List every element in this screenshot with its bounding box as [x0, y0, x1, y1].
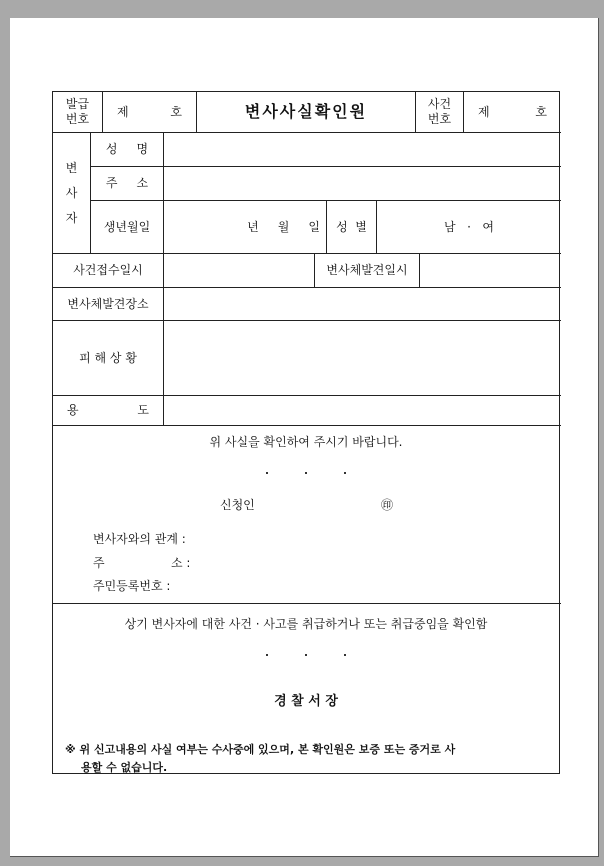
case-received-field[interactable] [164, 254, 315, 288]
date-dot-3 [344, 472, 346, 474]
case-number-label [416, 92, 464, 133]
issue-number-label [53, 92, 103, 133]
document-page [10, 18, 599, 857]
case-label-line1: 사건 [427, 97, 452, 111]
issue-label-line1: 발급 [65, 97, 90, 111]
confirmation-section [53, 604, 561, 773]
request-section [53, 426, 561, 604]
name-label: 성 명 [91, 133, 164, 167]
issuer-title: 경 찰 서 장 [274, 694, 338, 709]
confirm-dot-1 [266, 654, 268, 656]
confirmation-form [52, 91, 560, 774]
group-char-2: 사 [65, 185, 78, 200]
notice-line-1: ※ 위 신고내용의 사실 여부는 수사중에 있으며, 본 확인원은 보증 또는 증거로 사 [65, 743, 456, 756]
found-datetime-label: 변사체발견일시 [315, 254, 420, 288]
address-label: 주 소 [91, 167, 164, 201]
gender-field[interactable]: 남 · 여 [377, 201, 561, 254]
group-char-3: 자 [65, 210, 78, 225]
notice-line-2: 용할 수 없습니다. [81, 761, 168, 774]
damage-field[interactable] [164, 321, 561, 396]
birthdate-field[interactable]: 년 월 일 [164, 201, 327, 254]
found-datetime-field[interactable] [420, 254, 561, 288]
case-number-field[interactable] [464, 92, 561, 133]
rrn-label: 주민등록번호 : [93, 579, 171, 593]
group-char-1: 변 [65, 160, 78, 175]
case-no-suffix: 호 [535, 104, 547, 119]
damage-label: 피 해 상 황 [53, 321, 164, 396]
form-title: 변사사실확인원 [197, 92, 416, 133]
case-no-prefix: 제 [478, 104, 490, 119]
confirm-dot-2 [305, 654, 307, 656]
confirm-dot-3 [344, 654, 346, 656]
found-place-label: 변사체발견장소 [53, 288, 164, 321]
seal-mark: ㊞ [381, 498, 394, 512]
relation-label: 변사자와의 관계 : [93, 532, 186, 546]
date-dot-2 [305, 472, 307, 474]
issue-label-line2: 번호 [65, 112, 90, 126]
issue-number-field[interactable] [103, 92, 197, 133]
issue-no-suffix: 호 [170, 104, 182, 119]
purpose-char-1: 용 [67, 403, 79, 417]
case-received-label: 사건접수일시 [53, 254, 164, 288]
applicant-label: 신청인 [220, 498, 255, 512]
requester-address-label-1: 주 [93, 556, 105, 570]
purpose-label [53, 396, 164, 426]
case-label-line2: 번호 [427, 112, 452, 126]
address-field[interactable] [164, 167, 561, 201]
confirm-statement: 상기 변사자에 대한 사건 · 사고를 취급하거나 또는 취급중임을 확인함 [124, 617, 488, 631]
issue-no-prefix: 제 [117, 104, 129, 119]
purpose-char-2: 도 [137, 403, 149, 417]
requester-address-label-2: 소 : [171, 556, 191, 570]
request-statement: 위 사실을 확인하여 주시기 바랍니다. [209, 435, 403, 449]
found-place-field[interactable] [164, 288, 561, 321]
purpose-field[interactable] [164, 396, 561, 426]
birthdate-label: 생년월일 [91, 201, 164, 254]
name-field[interactable] [164, 133, 561, 167]
deceased-group-label [53, 133, 91, 254]
gender-label: 성 별 [327, 201, 377, 254]
date-dot-1 [266, 472, 268, 474]
